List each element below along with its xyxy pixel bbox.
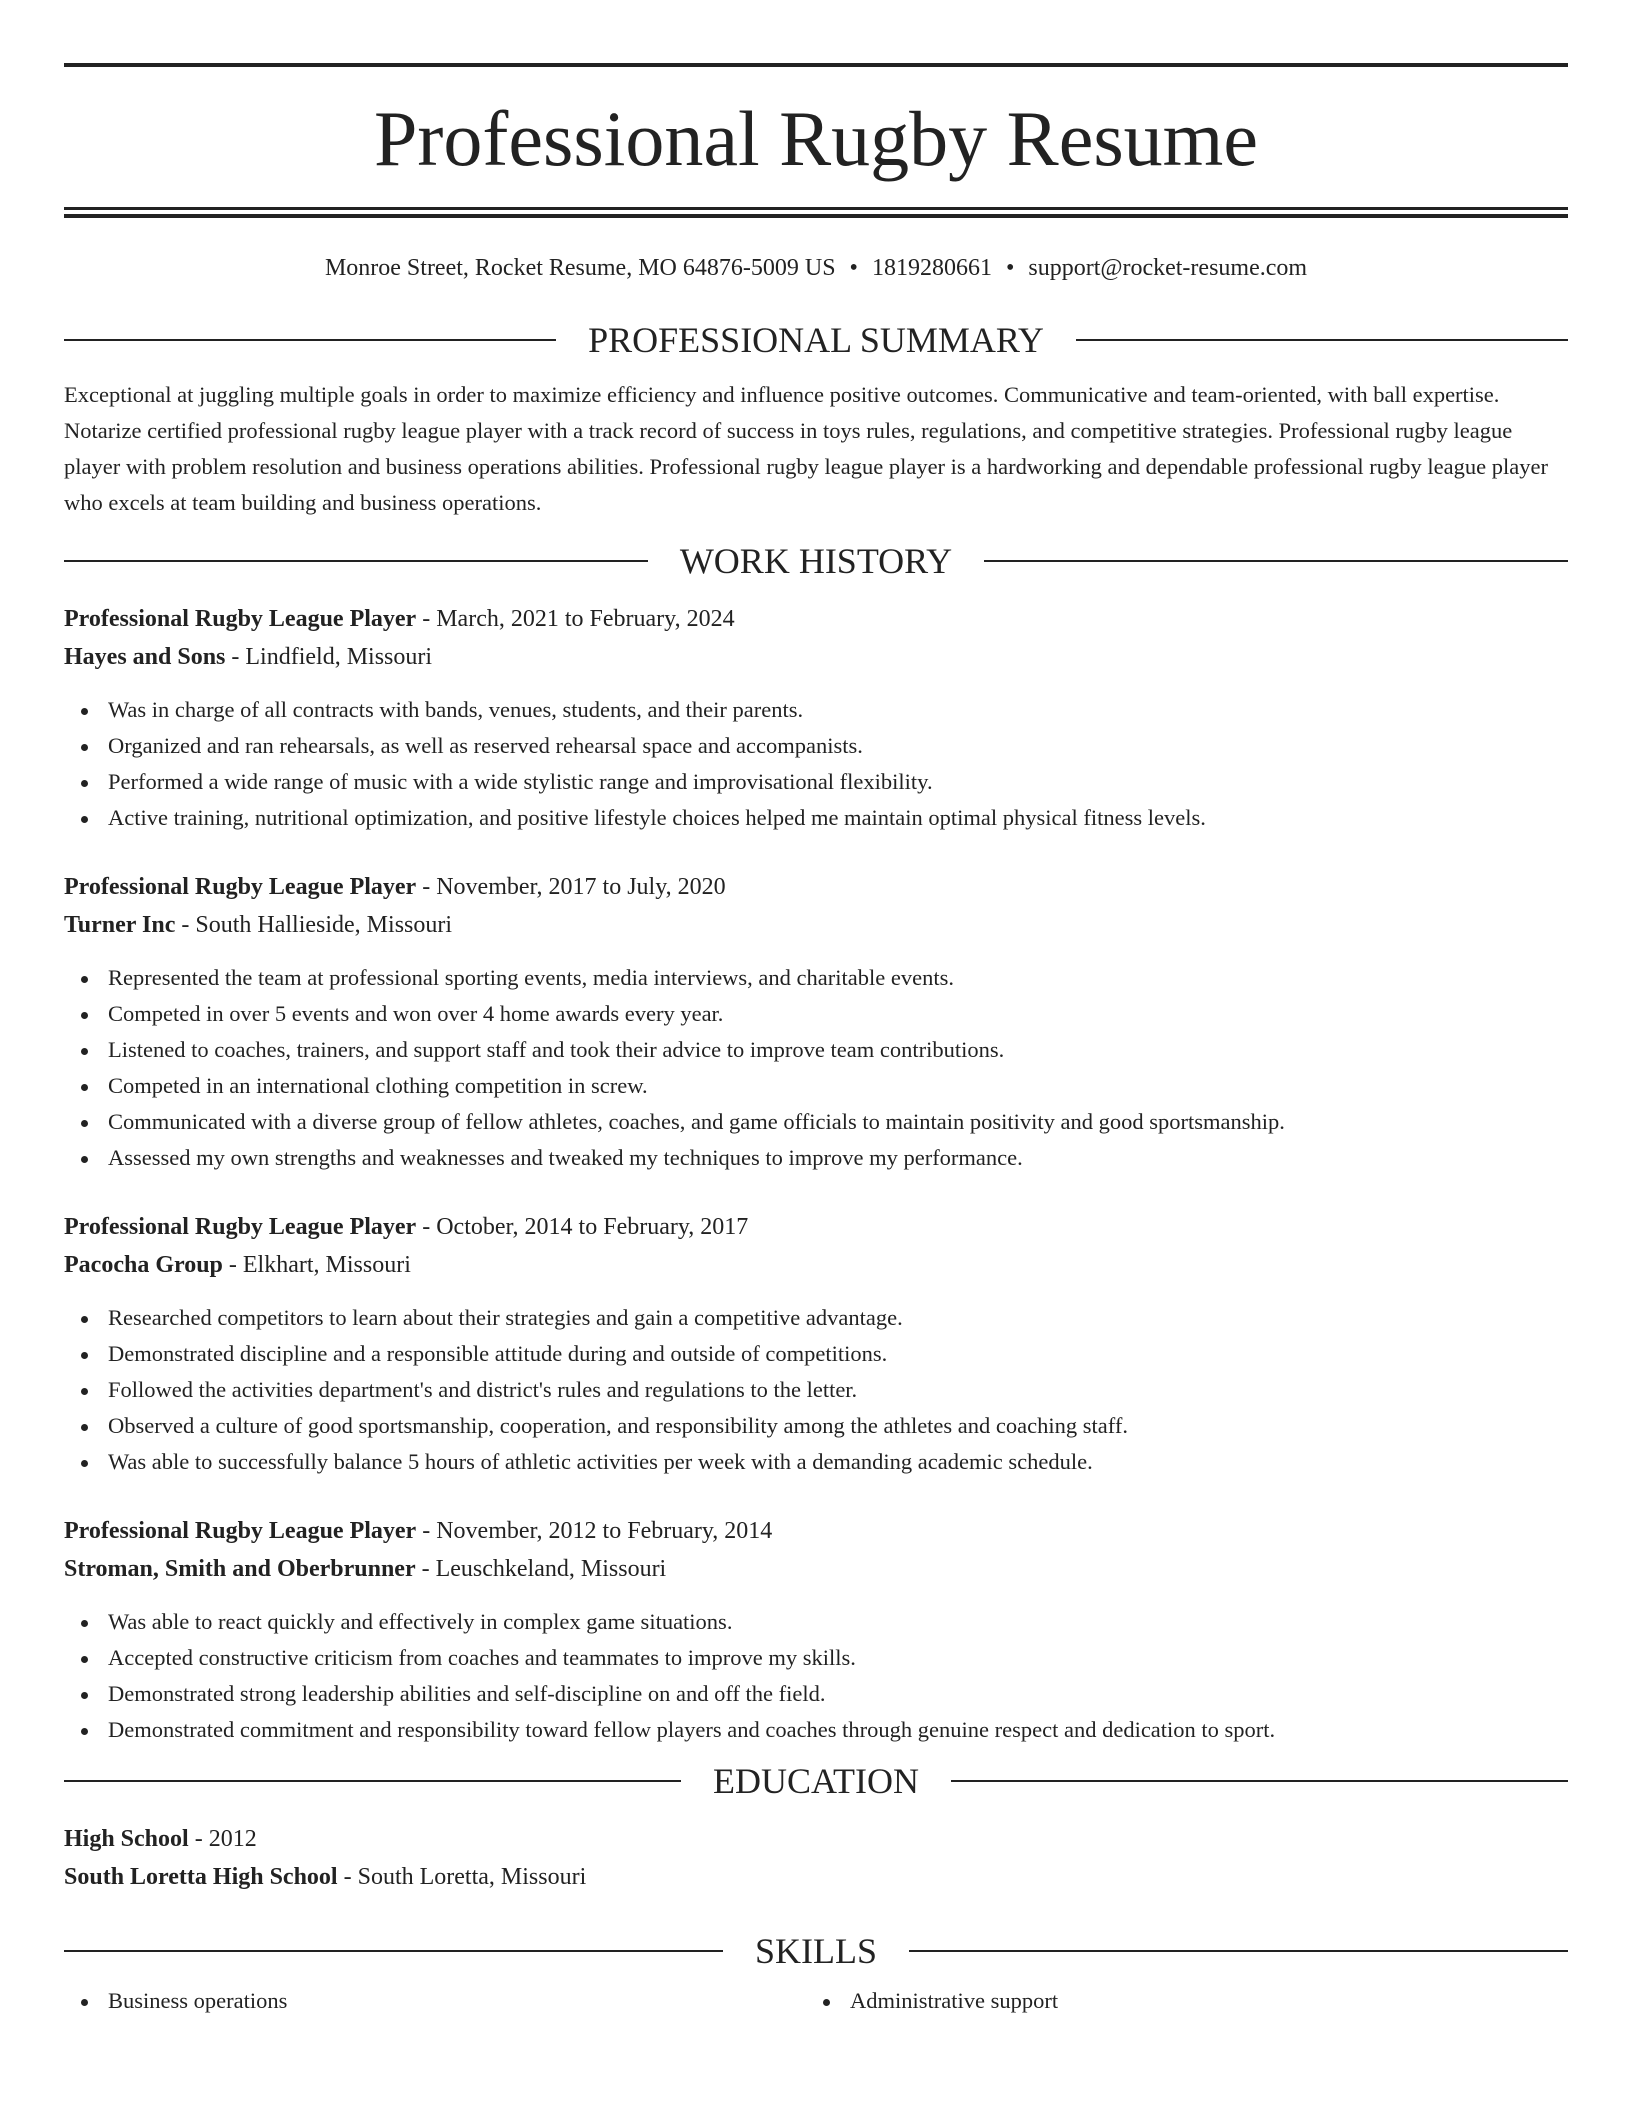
job-bullet: Demonstrated discipline and a responsible attitude during and outside of competitions. bbox=[64, 1336, 1568, 1372]
job-entry bbox=[64, 600, 1568, 836]
job-dates: - November, 2017 to July, 2020 bbox=[416, 874, 726, 900]
job-bullet: Communicated with a diverse group of fellow athletes, coaches, and game officials to maintain positivity and good sportsmanship. bbox=[64, 1104, 1568, 1140]
job-company-line bbox=[64, 1246, 1568, 1284]
job-bullet: Observed a culture of good sportsmanship, cooperation, and responsibility among the athletes and coaching staff. bbox=[64, 1408, 1568, 1444]
job-bullet: Performed a wide range of music with a wide stylistic range and improvisational flexibility. bbox=[64, 764, 1568, 800]
section-heading-education bbox=[64, 1761, 1568, 1801]
education-school: South Loretta High School bbox=[64, 1864, 338, 1890]
job-dates: - November, 2012 to February, 2014 bbox=[416, 1518, 773, 1544]
resume-page bbox=[64, 0, 1568, 2019]
contact-address: Monroe Street, Rocket Resume, MO 64876-5009 US bbox=[324, 255, 836, 281]
contact-line bbox=[64, 256, 1568, 280]
job-bullet: Competed in over 5 events and won over 4 home awards every year. bbox=[64, 996, 1568, 1032]
section-title: SKILLS bbox=[755, 1931, 878, 1971]
heading-rule bbox=[64, 339, 556, 341]
section-title: PROFESSIONAL SUMMARY bbox=[588, 320, 1044, 360]
job-location: - Elkhart, Missouri bbox=[222, 1252, 411, 1278]
job-bullet: Was able to successfully balance 5 hours of athletic activities per week with a demanding academic schedule. bbox=[64, 1444, 1568, 1480]
job-bullet: Represented the team at professional sporting events, media interviews, and charitable events. bbox=[64, 960, 1568, 996]
job-title-line bbox=[64, 1512, 1568, 1550]
resume-title: Professional Rugby Resume bbox=[374, 95, 1258, 182]
job-location: - South Hallieside, Missouri bbox=[175, 912, 453, 938]
heading-rule bbox=[984, 560, 1568, 562]
job-company: Hayes and Sons bbox=[64, 644, 226, 670]
job-entry bbox=[64, 1208, 1568, 1480]
job-company: Pacocha Group bbox=[64, 1252, 223, 1278]
job-bullets bbox=[64, 960, 1568, 1176]
job-company-line bbox=[64, 906, 1568, 944]
job-company-line bbox=[64, 638, 1568, 676]
job-title: Professional Rugby League Player bbox=[64, 1214, 417, 1240]
job-entry bbox=[64, 1512, 1568, 1748]
section-title: WORK HISTORY bbox=[679, 541, 953, 581]
job-bullet: Demonstrated commitment and responsibility toward fellow players and coaches through genuine respect and dedication to sport. bbox=[64, 1712, 1568, 1748]
title-double-rule bbox=[64, 207, 1568, 218]
job-title: Professional Rugby League Player bbox=[64, 874, 417, 900]
job-bullet: Organized and ran rehearsals, as well as reserved rehearsal space and accompanists. bbox=[64, 728, 1568, 764]
job-bullet: Demonstrated strong leadership abilities and self-discipline on and off the field. bbox=[64, 1676, 1568, 1712]
job-title: Professional Rugby League Player bbox=[64, 1518, 417, 1544]
contact-email[interactable]: support@rocket-resume.com bbox=[1028, 255, 1308, 281]
job-dates: - March, 2021 to February, 2024 bbox=[416, 606, 735, 632]
job-bullet: Was able to react quickly and effectively in complex game situations. bbox=[64, 1604, 1568, 1640]
job-bullet: Listened to coaches, trainers, and support staff and took their advice to improve team contributions. bbox=[64, 1032, 1568, 1068]
job-location: - Lindfield, Missouri bbox=[225, 644, 433, 670]
education-year: - 2012 bbox=[188, 1826, 257, 1852]
job-bullet: Assessed my own strengths and weaknesses and tweaked my techniques to improve my performance. bbox=[64, 1140, 1568, 1176]
job-bullet: Active training, nutritional optimization, and positive lifestyle choices helped me maintain optimal physical fitness levels. bbox=[64, 800, 1568, 836]
section-heading-skills bbox=[64, 1931, 1568, 1971]
skills-column-right bbox=[806, 1983, 1548, 2019]
summary-text: Exceptional at juggling multiple goals in order to maximize efficiency and influence positive outcomes. Communicative and team-oriented, with ball expertise. Notarize certified professional rugby league player with a track record of success in toys rules, regulations, and competitive strategies. Professional rugby league player with problem resolution and business operations abilities. Professional rugby league player is a hardworking and dependable professional rugby league player who excels at team building and business operations. bbox=[64, 382, 1548, 515]
top-rule bbox=[64, 63, 1568, 67]
job-company-line bbox=[64, 1550, 1568, 1588]
job-bullets bbox=[64, 1300, 1568, 1480]
skills-column-left bbox=[64, 1983, 806, 2019]
job-title-line bbox=[64, 1208, 1568, 1246]
job-company: Stroman, Smith and Oberbrunner bbox=[64, 1556, 416, 1582]
section-title: EDUCATION bbox=[713, 1761, 919, 1801]
job-location: - Leuschkeland, Missouri bbox=[415, 1556, 667, 1582]
skill-item: Administrative support bbox=[806, 1983, 1548, 2019]
heading-rule bbox=[1076, 339, 1568, 341]
skill-item: Business operations bbox=[64, 1983, 806, 2019]
job-company: Turner Inc bbox=[64, 912, 176, 938]
job-bullets bbox=[64, 1604, 1568, 1748]
contact-separator: • bbox=[1005, 255, 1015, 281]
education-degree: High School bbox=[64, 1826, 189, 1852]
job-bullet: Followed the activities department's and district's rules and regulations to the letter. bbox=[64, 1372, 1568, 1408]
section-heading-summary bbox=[64, 320, 1568, 360]
education-location: - South Loretta, Missouri bbox=[337, 1864, 587, 1890]
education-entry bbox=[64, 1820, 1568, 1896]
education-school-line bbox=[64, 1858, 1568, 1896]
job-bullet: Was in charge of all contracts with bands, venues, students, and their parents. bbox=[64, 692, 1568, 728]
heading-rule bbox=[951, 1780, 1568, 1782]
job-bullet: Competed in an international clothing competition in screw. bbox=[64, 1068, 1568, 1104]
heading-rule bbox=[64, 560, 648, 562]
job-bullet: Accepted constructive criticism from coaches and teammates to improve my skills. bbox=[64, 1640, 1568, 1676]
contact-separator: • bbox=[849, 255, 858, 281]
heading-rule bbox=[64, 1780, 681, 1782]
heading-rule bbox=[909, 1950, 1568, 1952]
skills-list bbox=[64, 1983, 1568, 2019]
job-bullet: Researched competitors to learn about their strategies and gain a competitive advantage. bbox=[64, 1300, 1568, 1336]
education-degree-line bbox=[64, 1820, 1568, 1858]
heading-rule bbox=[64, 1950, 723, 1952]
job-entry bbox=[64, 868, 1568, 1176]
section-heading-work bbox=[64, 541, 1568, 581]
job-dates: - October, 2014 to February, 2017 bbox=[416, 1214, 749, 1240]
job-title: Professional Rugby League Player bbox=[64, 606, 417, 632]
job-title-line bbox=[64, 600, 1568, 638]
contact-phone: 1819280661 bbox=[871, 255, 992, 281]
job-bullets bbox=[64, 692, 1568, 836]
job-title-line bbox=[64, 868, 1568, 906]
